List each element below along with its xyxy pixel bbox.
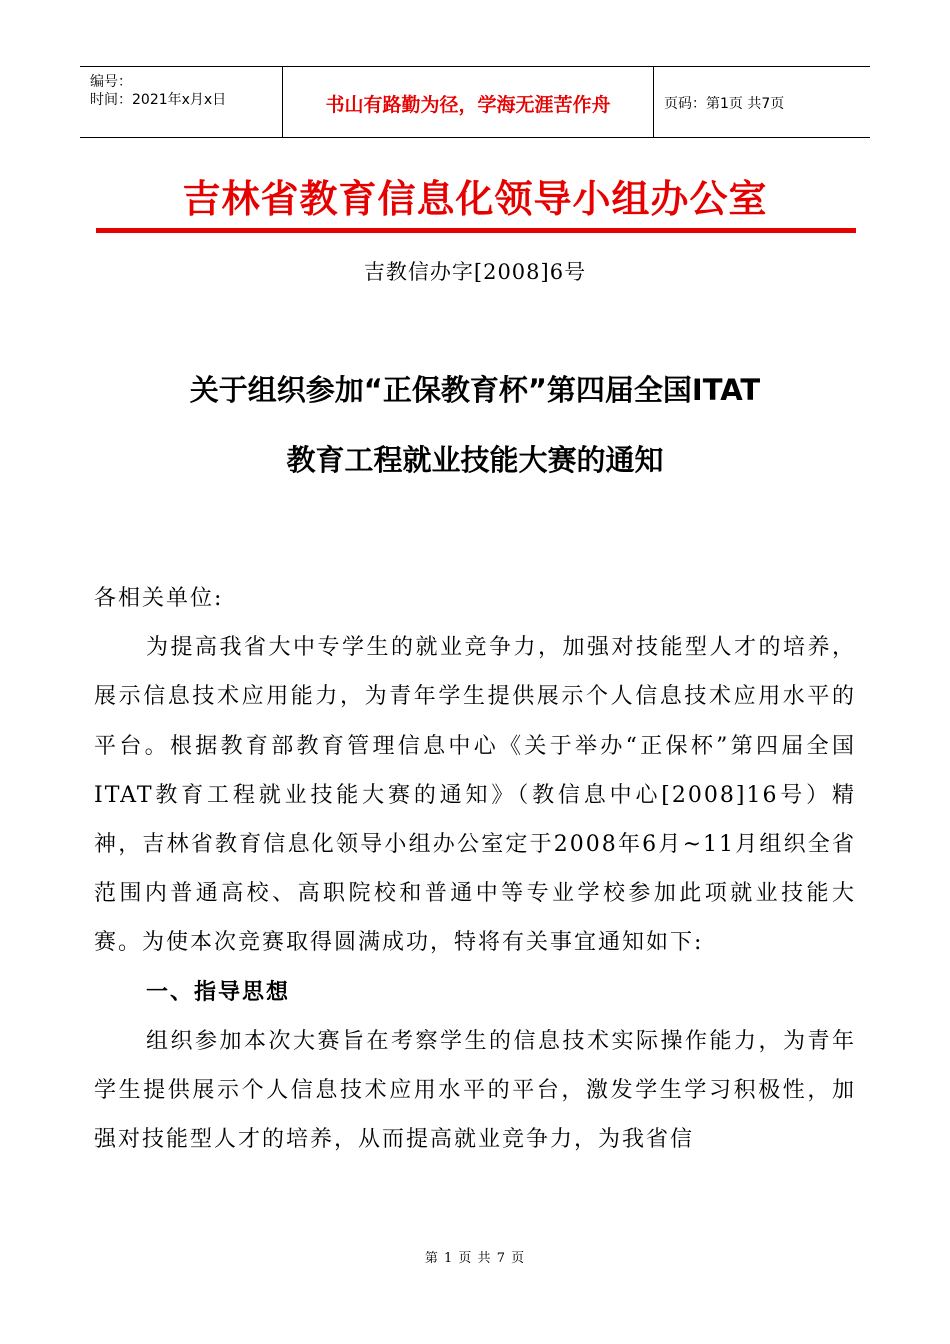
- salutation: 各相关单位:: [94, 586, 224, 611]
- document-header-table: [80, 66, 870, 138]
- number-label: 编号：: [90, 74, 132, 90]
- header-motto-cell: [282, 67, 654, 137]
- section-heading-guiding-ideology: 一、指导思想: [146, 979, 291, 1005]
- red-divider-line: [96, 228, 856, 233]
- document-number: 吉教信办字[2008]6号: [363, 260, 587, 284]
- page-footer: 第 1 页 共 7 页: [424, 1251, 526, 1266]
- header-page-cell: [654, 67, 870, 137]
- paragraph-intro: 为提高我省大中专学生的就业竞争力，加强对技能型人才的培养，展示信息技术应用能力，为青年学生提供展示个人信息技术应用水平的平台。根据教育部教育管理信息中心《关于举办“正保杯”第四届全国ITAT教育工程就业技能大赛的通知》（教信息中心[2008]16号）精神，吉林省教育信息化领导小组办公室定于2008年6月~11月组织全省范围内普通高校、高职院校和普通中等专业学校参加此项就业技能大赛。为使本次竞赛取得圆满成功，特将有关事宜通知如下:: [94, 635, 856, 956]
- page-info: 页码：第1页 共7页: [664, 96, 785, 112]
- header-meta-cell: [80, 67, 282, 137]
- notice-title-line-2: 教育工程就业技能大赛的通知: [286, 443, 664, 477]
- time-label: 时间：2021年x月x日: [90, 92, 227, 108]
- paragraph-guiding-ideology: 组织参加本次大赛旨在考察学生的信息技术实际操作能力，为青年学生提供展示个人信息技术应用水平的平台，激发学生学习积极性，加强对技能型人才的培养，从而提高就业竞争力，为我省信: [94, 1028, 856, 1153]
- organization-title: 吉林省教育信息化领导小组办公室: [182, 177, 768, 221]
- notice-title-line-1: 关于组织参加“正保教育杯”第四届全国ITAT: [189, 373, 761, 407]
- motto-text: 书山有路勤为径，学海无涯苦作舟: [325, 94, 611, 116]
- document-body: [94, 574, 856, 1164]
